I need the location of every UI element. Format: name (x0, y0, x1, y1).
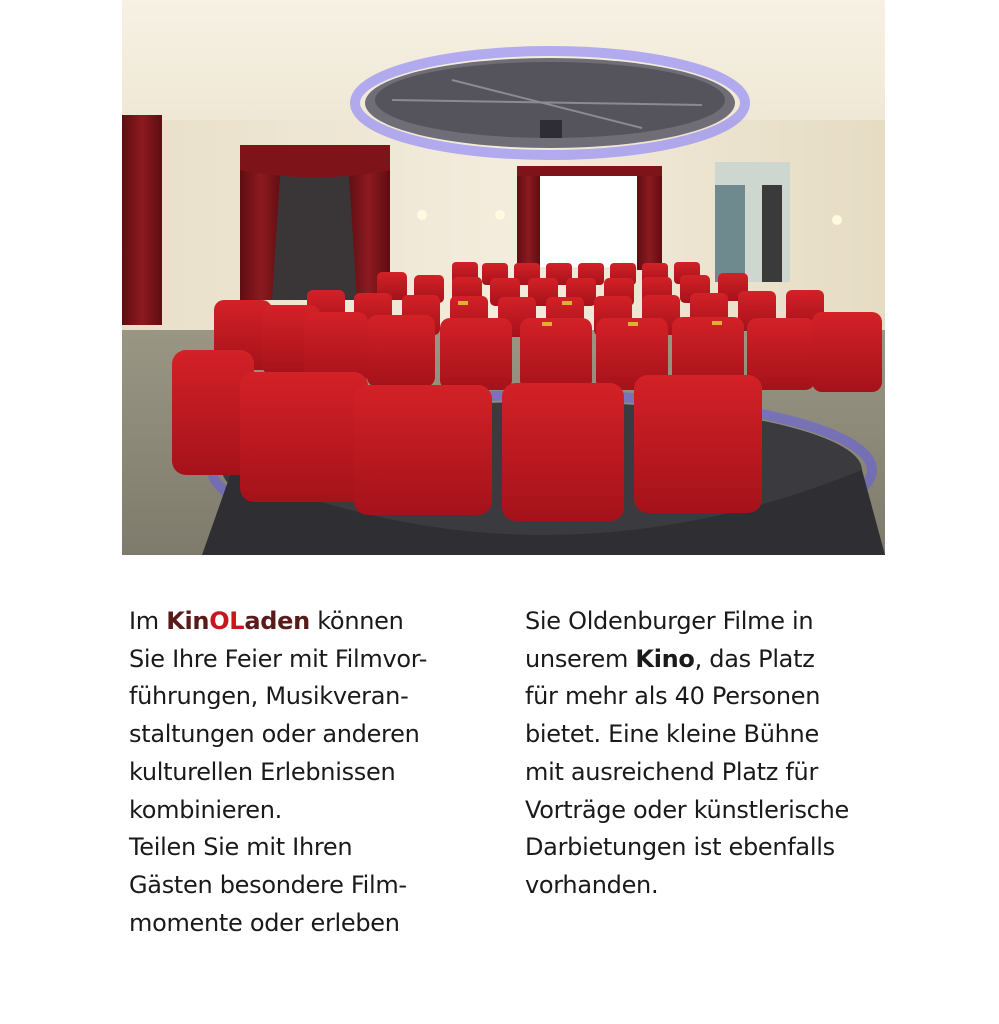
text-line: Teilen Sie mit Ihren (129, 833, 353, 862)
text-line: Vorträge oder künstlerische (525, 795, 849, 824)
brand-name-part: Kin (166, 607, 210, 635)
text-line: kombinieren. (129, 795, 282, 824)
text-line: Sie Ihre Feier mit Filmvor- (129, 644, 428, 673)
text-fragment: können (309, 607, 404, 635)
text-line: bietet. Eine kleine Bühne (525, 720, 819, 749)
text-fragment: , das Platz (694, 644, 815, 673)
text-line: staltungen oder anderen (129, 720, 420, 749)
text-line: mit ausreichend Platz für (525, 757, 819, 786)
emphasis-kino: Kino (635, 644, 695, 673)
cinema-hall-photo (122, 0, 885, 555)
text-line: kulturellen Erlebnissen (129, 757, 396, 786)
text-line: momente oder erleben (129, 908, 400, 937)
text-line: führungen, Musikveran- (129, 682, 409, 711)
text-column-left (129, 603, 427, 942)
brand-name-part: aden (244, 607, 310, 635)
text-fragment: unserem (525, 644, 636, 673)
text-line: Darbietungen ist ebenfalls (525, 833, 835, 862)
text-column-right (525, 603, 849, 905)
text-line: Sie Oldenburger Filme in (525, 607, 814, 635)
text-line: vorhanden. (525, 870, 659, 899)
text-line (525, 641, 849, 679)
text-fragment: Im (129, 607, 167, 635)
brand-name-part: OL (209, 607, 245, 635)
text-line: für mehr als 40 Personen (525, 682, 821, 711)
text-line (129, 603, 427, 641)
text-line: Gästen besondere Film- (129, 870, 407, 899)
